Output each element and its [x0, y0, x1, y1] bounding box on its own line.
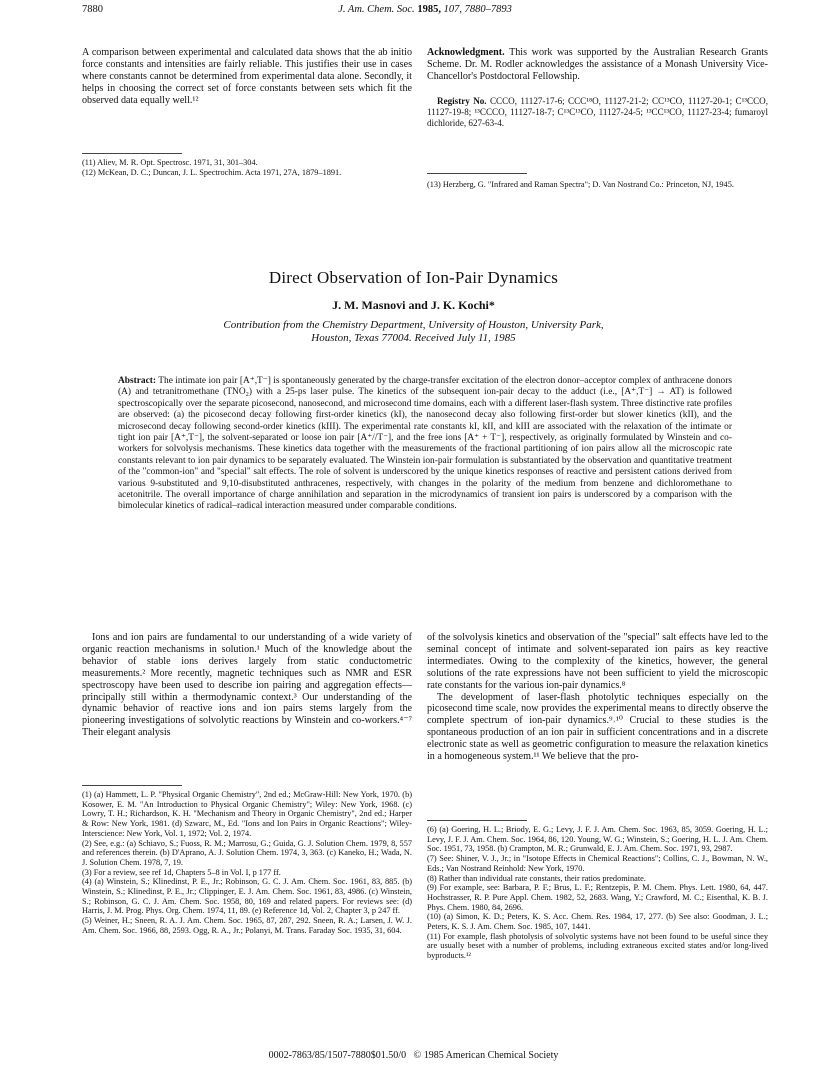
- journal-volume: 107,: [443, 4, 462, 15]
- footnote-rule: [82, 153, 182, 154]
- acknowledgment-text: This work was supported by the Australian Research Grants Scheme. Dr. M. Rodler acknowledges the assistance of a Monash University Vice-Chancellor's Postdoctoral Fellowship.: [427, 47, 768, 82]
- abstract-text: The intimate ion pair [A⁺,T⁻] is spontaneously generated by the charge-transfer excitation of the electron donor–acceptor complex of anthracene donors (A) and tetranitromethane (TNO₂) with a 25-ps laser pulse. The kinetics of the subsequent ion-pair decay to the adduct (i.e., [A⁺,T⁻] → AT) is followed spectroscopically over the separate picosecond, nanosecond, and microsecond time domains, each with a different laser-flash system. Three distinctive rate profiles are observed: (a) the picosecond decay following first-order kinetics (kI), the nanosecond decay also following first-order but slower kinetics (kII), and the microsecond decay following second-order kinetics (kIII). The experimental rate constants kI, kII, and kIII are associated with the relaxation of the intimate or tight ion pair [A⁺,T⁻], the solvent-separated or loose ion pair [A⁺//T⁻], and the free ions [A⁺ + T⁻], respectively, as originally formulated by Winstein and co-workers for solvolysis mechanisms. These kinetics data together with the measurements of the fractional partitioning of ion pairs allow all the microscopic rate constants relevant to ion pair dynamics to be separately evaluated. The Winstein ion-pair formulation is substantiated by the observation and quantitative treatment of the "common-ion" and "special" salt effects. The role of solvent is underscored by the unique kinetics responses of reactive and persistent cations derived from various 9-substituted and 9,10-disubstituted anthracenes, respectively, with changes in the polarity of the medium from benzene and dichloromethane to acetonitrile. The overall importance of charge annihilation and separation in the microdynamics of transient ion pairs is underscored by a comparison with the bimolecular kinetics of radical–radical interaction measured under comparable conditions.: [118, 376, 732, 512]
- acknowledgment-label: Acknowledgment.: [427, 47, 505, 58]
- intro-paragraph-1-continued: of the solvolysis kinetics and observation of the "special" salt effects have led to the seminal concept of intimate and solvent-separated ion pairs as key reactive intermediates. Owing to the complexity of the kinetics, however, the general solutions of the rate expressions have not been sufficient to yield the microscopic rate constants for the various ion-pair dynamics.⁸: [427, 632, 768, 691]
- footnote-8: (8) Rather than individual rate constants, their ratios predominate.: [427, 873, 646, 883]
- affiliation-line-1: Contribution from the Chemistry Department, University of Houston, University Park,: [223, 319, 604, 331]
- intro-paragraph-1: [82, 632, 412, 739]
- right-footnotes: [427, 825, 768, 961]
- footnote-3: (3) For a review, see ref 1d, Chapters 5–8 in Vol. I, p 177 ff.: [82, 867, 281, 877]
- footnote-11: (11) Aliev, M. R. Opt. Spectrosc. 1971, 31, 301–304.: [82, 158, 258, 167]
- footnote-6: (6) (a) Goering, H. L.; Briody, E. G.; Levy, J. F. J. Am. Chem. Soc. 1963, 85, 3059. Goering, H. L.; Levy, J. F. J. Am. Chem. Soc. 1964, 86, 120. Young, W. G.; Winstein, S.; Goering, H. L. J. Am. Chem. Soc. 1951, 73, 1958. (b) Crampton, M. R.; Grunwald, E. J. Am. Chem. Soc. 1971, 93, 2987.: [427, 825, 768, 854]
- registry-numbers: [427, 96, 768, 130]
- footnote-1: (1) (a) Hammett, L. P. "Physical Organic Chemistry", 2nd ed.; McGraw-Hill: New York, 1970. (b) Kosower, E. M. "An Introduction to Physical Organic Chemistry"; Wiley: New York, 1968. (c) Lowry, T. H.; Richardson, K. H. "Mechanism and Theory in Organic Chemistry", 2nd ed.; Harper & Row: New York, 1981. (d) Szwarc, M., Ed. "Ions and Ion Pairs in Organic Reactions"; Wiley-Interscience: New York, Vol. 1, 1972; Vol. 2, 1974.: [82, 790, 412, 838]
- abstract-label: Abstract:: [118, 376, 157, 386]
- registry-label: Registry No.: [437, 96, 487, 106]
- article-title: Direct Observation of Ion-Pair Dynamics: [268, 268, 559, 287]
- issn-code: 0002-7863/85/1507-7880$01.50/0: [268, 1050, 407, 1061]
- acknowledgment: [427, 47, 768, 83]
- footnote-9: (9) For example, see: Barbara, P. F.; Brus, L. F.; Rentzepis, P. M. Chem. Phys. Lett. 1980, 64, 447. Hochstrasser, R. P. Pure Appl. Chem. 1982, 52, 2683. Wang, Y.; Crawford, M. C.; Eisenthal, K. B. J. Phys. Chem. 1980, 84, 2696.: [427, 883, 768, 912]
- footnote-7: (7) See: Shiner, V. J., Jr.; in "Isotope Effects in Chemical Reactions"; Collins, C. J., Bowman, N. W., Eds.; Van Nostrand Reinhold: New York, 1970.: [427, 854, 768, 873]
- footnote-12: (12) McKean, D. C.; Duncan, J. L. Spectrochim. Acta 1971, 27A, 1879–1891.: [82, 167, 342, 177]
- registry-text: CCCO, 11127-17-6; CCC¹⁸O, 11127-21-2; CC¹³CO, 11127-20-1; C¹³CCO, 11127-19-8; ¹³CCCO, 11127-18-7; C¹³C¹³CO, 11127-24-5; ¹³CC¹³CO, 11127-23-4; fumaroyl dichloride, 627-63-4.: [427, 96, 768, 129]
- footnote-rule: [427, 173, 527, 174]
- footnote-rule: [82, 785, 182, 786]
- previous-article-conclusion: A comparison between experimental and calculated data shows that the ab initio force constants and intensities are fairly reliable. This justifies their use in cases where constants cannot be determined from experimental data alone. Secondly, it helps in choosing the correct set of force constants between sets which fit the observed data equally well.¹²: [82, 47, 412, 106]
- running-head: [82, 4, 768, 18]
- copyright: © 1985 American Chemical Society: [413, 1050, 559, 1061]
- previous-article-footnotes: [82, 158, 412, 177]
- abstract: [118, 376, 732, 513]
- affiliation-line-2: Houston, Texas 77004. Received July 11, 1985: [311, 332, 516, 344]
- footnote-11b: (11) For example, flash photolysis of solvolytic systems have not been found to be useful since they are usually beset with a number of problems, including extraneous excited states and/or long-lived byproducts.¹²: [427, 931, 768, 961]
- journal-pages: 7880–7893: [464, 4, 512, 15]
- intro-right-column: [427, 632, 768, 763]
- article-affiliation: [0, 319, 827, 345]
- page-footer: [0, 1050, 827, 1061]
- journal-reference: [82, 4, 768, 15]
- intro-paragraph-2: [427, 692, 768, 763]
- footnote-4: (4) (a) Winstein, S.; Klinedinst, P. E., Jr.; Robinson, G. C. J. Am. Chem. Soc. 1961, 83, 885. (b) Winstein, S.; Klinedinst, P. E., Jr.; Clippinger, E. J. Am. Chem. Soc. 1961, 83, 4986. (c) Winstein, S.; Robinson, G. C. J. Am. Chem. Soc. 1958, 80, 169 and related papers. For reviews see: (d) Harris, J. M. Prog. Phys. Org. Chem. 1974, 11, 89. (e) Reference 1d, Vol. 2, Chapter 3, p 247 ff.: [82, 877, 412, 916]
- footnote-5: (5) Weiner, H.; Sneen, R. A. J. Am. Chem. Soc. 1965, 87, 287, 292. Sneen, R. A.; Larsen, J. W. J. Am. Chem. Soc. 1966, 88, 2593. Ogg, R. A., Jr.; Polanyi, M. Trans. Faraday Soc. 1935, 31, 604.: [82, 916, 412, 935]
- footnote-13: (13) Herzberg, G. "Infrared and Raman Spectra"; D. Van Nostrand Co.: Princeton, NJ, 1945.: [427, 180, 734, 189]
- journal-name: J. Am. Chem. Soc.: [338, 4, 415, 15]
- footnote-2: (2) See, e.g.: (a) Schiavo, S.; Fuoss, R. M.; Marrosu, G.; Guida, G. J. Solution Chem. 1979, 8, 557 and references therein. (b) D'Aprano, A. J. Solution Chem. 1974, 3, 363. (c) Kaneko, H.; Wada, N. J. Solution Chem. 1978, 7, 19.: [82, 838, 412, 867]
- intro-paragraph-2-text: The development of laser-flash photolytic techniques especially on the picosecond time scale, now provides the experimental means to directly observe the complete spectrum of ion-pair dynamics.⁹˒¹⁰ Crucial to these studies is the spontaneous production of an ion pair in sufficient concentrations and in a discrete electronic state as well as geometric configuration to measure the relaxation kinetics in a homogeneous system.¹¹ We believe that the pro-: [427, 691, 768, 763]
- footnote-rule: [427, 820, 527, 821]
- intro-paragraph-1-text: Ions and ion pairs are fundamental to our understanding of a wide variety of organic reaction mechanisms in solution.¹ Much of the knowledge about the behavior of stable ions derives largely from static conductometric measurements.² More recently, magnetic techniques such as NMR and ESR spectroscopy have been used to describe ion pairing and aggregation effects—principally still within a thermodynamic context.³ Our understanding of the dynamic behavior of reactive ions and ion pairs stems largely from the pioneering investigations of solvolytic reactions by Winstein and co-workers.⁴⁻⁷ Their elegant analysis: [82, 632, 412, 739]
- journal-year: 1985,: [417, 4, 441, 15]
- left-footnotes: [82, 790, 412, 936]
- footnote-10: (10) (a) Simon, K. D.; Peters, K. S. Acc. Chem. Res. 1984, 17, 277. (b) See also: Goodman, J. L.; Peters, K. S. J. Am. Chem. Soc. 1985, 107, 1441.: [427, 912, 768, 932]
- article-authors: J. M. Masnovi and J. K. Kochi*: [332, 298, 495, 312]
- page-number: 7880: [82, 4, 103, 15]
